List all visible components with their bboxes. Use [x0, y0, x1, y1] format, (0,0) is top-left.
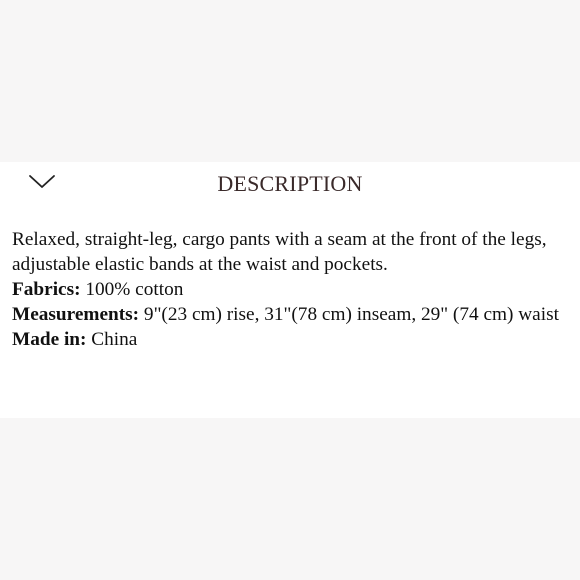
made-in-line	[12, 327, 572, 352]
bottom-background	[0, 418, 580, 580]
fabrics-label: Fabrics:	[12, 279, 81, 300]
description-accordion-header[interactable]	[0, 162, 580, 206]
description-body: Relaxed, straight-leg, cargo pants with a seam at the front of the legs, adjustable elastic bands at the waist and pockets.	[12, 229, 547, 275]
measurements-label: Measurements:	[12, 304, 140, 325]
top-background	[0, 0, 580, 162]
measurements-value: 9"(23 cm) rise, 31"(78 cm) inseam, 29" (74 cm) waist	[143, 304, 559, 325]
section-title: DESCRIPTION	[217, 171, 363, 196]
measurements-line	[12, 302, 572, 327]
description-content	[12, 227, 572, 352]
made-in-label: Made in:	[12, 329, 87, 350]
fabrics-value: 100% cotton	[85, 279, 184, 300]
fabrics-line	[12, 277, 572, 302]
description-panel	[0, 162, 580, 418]
made-in-value: China	[91, 329, 138, 350]
